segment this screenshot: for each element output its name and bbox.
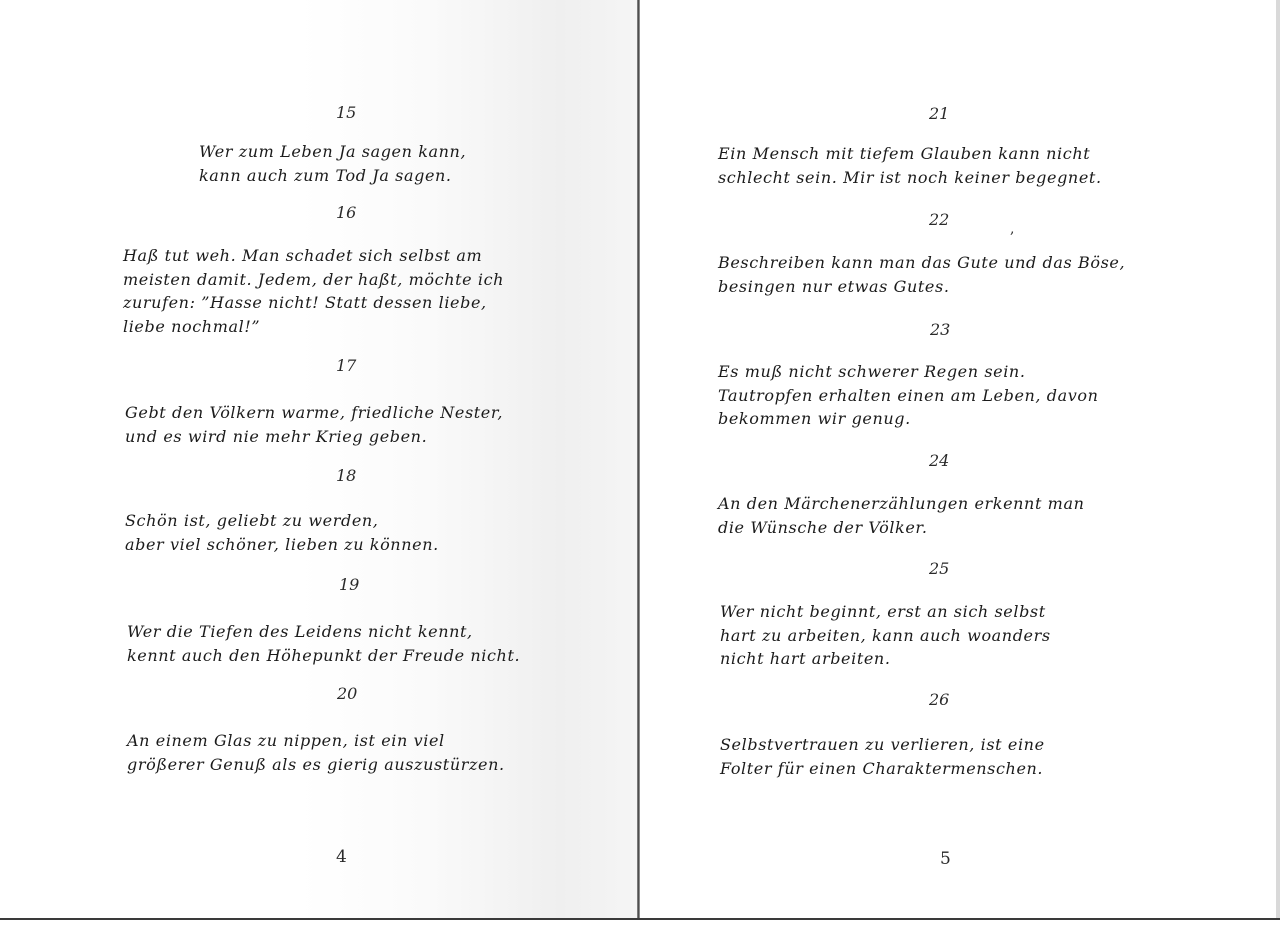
aphorism-line: Folter für einen Charaktermenschen. [720, 758, 1044, 778]
aphorism-line: Tautropfen erhalten einen am Leben, davon [718, 385, 1099, 405]
aphorism-16 [123, 244, 504, 338]
aphorism-number-19: 19 [339, 575, 360, 594]
aphorism-line: Ein Mensch mit tiefem Glauben kann nicht [718, 144, 1091, 163]
aphorism-number-21: 21 [929, 104, 950, 123]
aphorism-line: Schön ist, geliebt zu werden, [125, 511, 379, 530]
aphorism-line: hart zu arbeiten, kann auch woanders [720, 625, 1051, 645]
aphorism-line: Wer nicht beginnt, erst an sich selbst [720, 602, 1046, 621]
aphorism-line: Wer zum Leben Ja sagen kann, [199, 142, 467, 161]
aphorism-line: Wer die Tiefen des Leidens nicht kennt, [127, 622, 473, 641]
aphorism-18 [125, 509, 439, 556]
aphorism-line: bekommen wir genug. [718, 409, 911, 428]
aphorism-number-23: 23 [930, 320, 951, 339]
aphorism-line: besingen nur etwas Gutes. [718, 276, 950, 296]
aphorism-22 [718, 251, 1125, 298]
aphorism-line: liebe nochmal!” [123, 316, 261, 336]
aphorism-number-26: 26 [929, 690, 950, 709]
right-page [640, 0, 1276, 918]
aphorism-21 [718, 142, 1102, 189]
aphorism-line: größerer Genuß als es gierig auszustürzen. [127, 754, 505, 774]
aphorism-line: An den Märchenerzählungen erkennt man [718, 494, 1085, 513]
aphorism-number-25: 25 [929, 559, 950, 578]
ink-speck: , [1010, 221, 1015, 237]
aphorism-line: kennt auch den Höhepunkt der Freude nicht. [127, 645, 521, 665]
aphorism-17 [125, 401, 503, 448]
page-number-right: 5 [940, 849, 951, 869]
aphorism-number-24: 24 [929, 451, 950, 470]
aphorism-19 [127, 620, 520, 667]
aphorism-line: An einem Glas zu nippen, ist ein viel [127, 731, 445, 750]
page-number-left: 4 [336, 847, 347, 867]
aphorism-line: Haß tut weh. Man schadet sich selbst am [123, 246, 483, 265]
page-bottom-edge [0, 918, 1280, 925]
aphorism-line: Beschreiben kann man das Gute und das Böse, [718, 253, 1126, 272]
aphorism-line: Es muß nicht schwerer Regen sein. [718, 362, 1026, 381]
aphorism-line: Selbstvertrauen zu verlieren, ist eine [720, 735, 1045, 754]
aphorism-line: die Wünsche der Völker. [718, 517, 928, 537]
aphorism-number-18: 18 [336, 466, 357, 485]
aphorism-26 [720, 733, 1045, 780]
aphorism-line: aber viel schöner, lieben zu können. [125, 534, 439, 554]
aphorism-line: schlecht sein. Mir ist noch keiner begegnet. [718, 167, 1102, 187]
aphorism-24 [718, 492, 1085, 539]
aphorism-number-17: 17 [336, 356, 357, 375]
aphorism-line: zurufen: ”Hasse nicht! Statt dessen liebe, [123, 293, 487, 312]
aphorism-number-20: 20 [337, 684, 358, 703]
aphorism-number-22: 22 [929, 210, 950, 229]
aphorism-number-16: 16 [336, 203, 357, 222]
aphorism-15 [199, 140, 466, 187]
page-right-edge [1276, 0, 1280, 925]
aphorism-line: und es wird nie mehr Krieg geben. [125, 426, 428, 446]
aphorism-line: kann auch zum Tod Ja sagen. [199, 165, 452, 185]
aphorism-number-15: 15 [336, 103, 357, 122]
aphorism-line: nicht hart arbeiten. [720, 649, 891, 668]
aphorism-line: Gebt den Völkern warme, friedliche Nester, [125, 403, 504, 422]
aphorism-20 [127, 729, 505, 776]
aphorism-23 [718, 360, 1099, 431]
left-page [0, 0, 637, 918]
aphorism-line: meisten damit. Jedem, der haßt, möchte ich [123, 269, 505, 289]
aphorism-25 [720, 600, 1051, 671]
